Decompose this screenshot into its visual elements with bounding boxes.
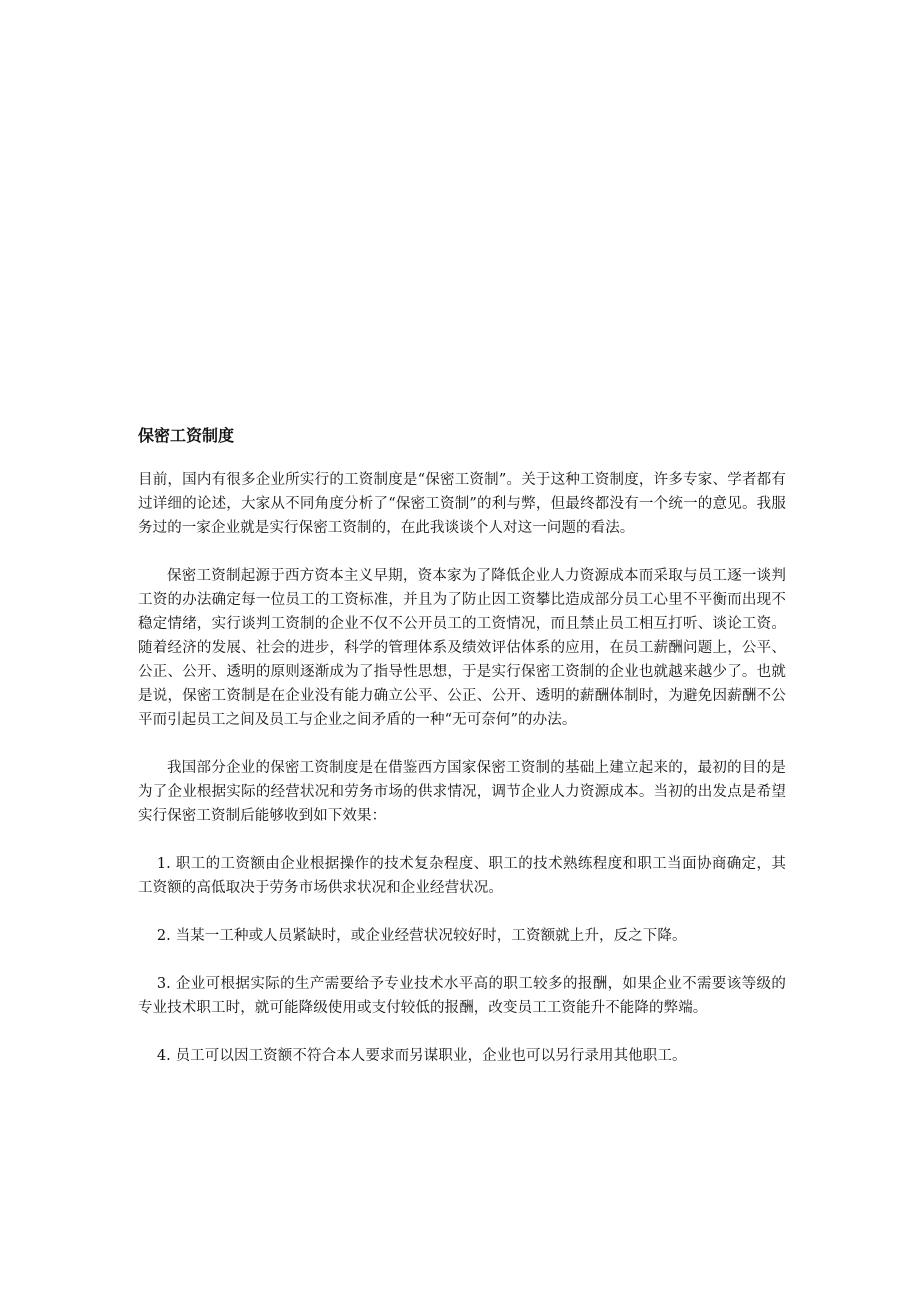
list-item: 4. 员工可以因工资额不符合本人要求而另谋职业，企业也可以另行录用其他职工。 bbox=[156, 1048, 687, 1064]
list-item: 3. 企业可根据实际的生产需要给予专业技术水平高的职工较多的报酬，如果企业不需要该等级的专业技术职工时，就可能降级使用或支付较低的报酬，改变员工工资能升不能降的弊端。 bbox=[138, 976, 786, 1016]
paragraph-intro: 目前，国内有很多企业所实行的工资制度是“保密工资制”。关于这种工资制度，许多专家、学者都有过详细的论述，大家从不同角度分析了“保密工资制”的利与弊，但最终都没有一个统一的意见。我服务过的一家企业就是实行保密工资制的，在此我谈谈个人对这一问题的看法。 bbox=[138, 472, 786, 536]
document-body bbox=[138, 424, 786, 1068]
paragraph-domestic: 我国部分企业的保密工资制度是在借鉴西方国家保密工资制的基础上建立起来的，最初的目的是为了企业根据实际的经营状况和劳务市场的供求情况，调节企业人力资源成本。当初的出发点是希望实行保密工资制后能够收到如下效果： bbox=[138, 760, 786, 824]
paragraph-origin: 保密工资制起源于西方资本主义早期，资本家为了降低企业人力资源成本而采取与员工逐一谈判工资的办法确定每一位员工的工资标准，并且为了防止因工资攀比造成部分员工心里不平衡而出现不稳定情绪，实行谈判工资制的企业不仅不公开员工的工资情况，而且禁止员工相互打听、谈论工资。随着经济的发展、社会的进步，科学的管理体系及绩效评估体系的应用，在员工薪酬问题上，公平、公正、公开、透明的原则逐渐成为了指导性思想，于是实行保密工资制的企业也就越来越少了。也就是说，保密工资制是在企业没有能力确立公平、公正、公开、透明的薪酬体制时，为避免因薪酬不公平而引起员工之间及员工与企业之间矛盾的一种“无可奈何”的办法。 bbox=[138, 568, 786, 728]
document-title: 保密工资制度 bbox=[138, 426, 235, 445]
list-item: 1. 职工的工资额由企业根据操作的技术复杂程度、职工的技术熟练程度和职工当面协商确定，其工资额的高低取决于劳务市场供求状况和企业经营状况。 bbox=[138, 856, 786, 896]
list-item: 2. 当某一工种或人员紧缺时，或企业经营状况较好时，工资额就上升，反之下降。 bbox=[156, 928, 687, 944]
